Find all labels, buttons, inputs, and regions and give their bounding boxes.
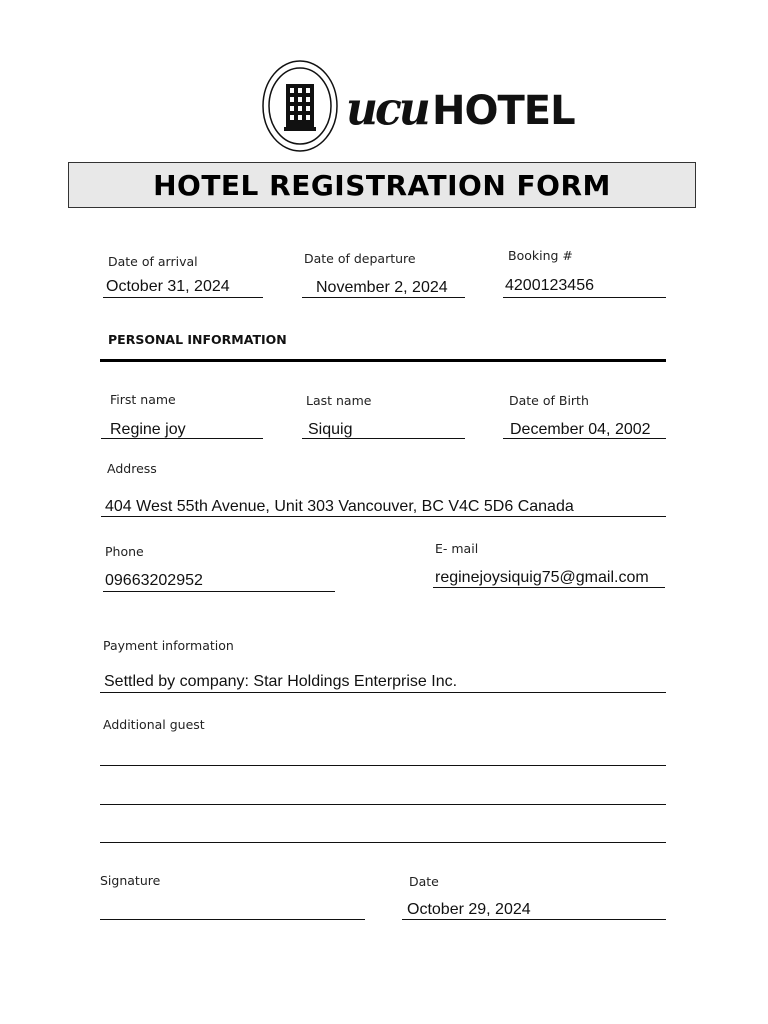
section-divider: [100, 359, 666, 362]
personal-info-heading: PERSONAL INFORMATION: [108, 332, 287, 347]
additional-guest-label: Additional guest: [103, 717, 205, 732]
brand-script-text: ucu: [346, 82, 428, 137]
address-label: Address: [107, 461, 157, 476]
payment-underline: [100, 692, 666, 693]
departure-field[interactable]: November 2, 2024: [316, 279, 448, 296]
brand-word: HOTEL: [432, 88, 575, 134]
additional-guest-line[interactable]: [100, 842, 666, 843]
first-name-label: First name: [110, 392, 176, 407]
hotel-building-icon: [262, 60, 338, 152]
signature-underline[interactable]: [100, 919, 365, 920]
email-label: E- mail: [435, 541, 479, 556]
first-name-underline: [101, 438, 263, 439]
dob-underline: [503, 438, 666, 439]
booking-number-label: Booking #: [508, 248, 573, 263]
additional-guest-line[interactable]: [100, 765, 666, 766]
form-title: HOTEL REGISTRATION FORM: [153, 168, 611, 202]
departure-label: Date of departure: [304, 251, 416, 266]
last-name-label: Last name: [306, 393, 372, 408]
phone-underline: [103, 591, 335, 592]
signature-label: Signature: [100, 873, 161, 888]
email-underline: [433, 587, 665, 588]
date-field[interactable]: October 29, 2024: [407, 901, 531, 918]
arrival-underline: [103, 297, 263, 298]
form-title-box: [68, 162, 696, 208]
dob-label: Date of Birth: [509, 393, 589, 408]
email-field[interactable]: reginejoysiquig75@gmail.com: [435, 569, 649, 586]
phone-field[interactable]: 09663202952: [105, 572, 203, 589]
date-underline: [402, 919, 666, 920]
hotel-logo: [262, 60, 338, 152]
phone-label: Phone: [105, 544, 144, 559]
booking-number-field[interactable]: 4200123456: [505, 277, 594, 294]
dob-field[interactable]: December 04, 2002: [510, 421, 651, 438]
booking-number-underline: [503, 297, 666, 298]
additional-guest-line[interactable]: [100, 804, 666, 805]
payment-field[interactable]: Settled by company: Star Holdings Enterprise Inc.: [104, 673, 458, 690]
first-name-field[interactable]: Regine joy: [110, 421, 186, 438]
last-name-underline: [302, 438, 465, 439]
arrival-label: Date of arrival: [108, 254, 198, 269]
departure-underline: [302, 297, 465, 298]
address-underline: [101, 516, 666, 517]
payment-label: Payment information: [103, 638, 234, 653]
last-name-field[interactable]: Siquig: [308, 421, 353, 438]
arrival-field[interactable]: October 31, 2024: [106, 278, 230, 295]
address-field[interactable]: 404 West 55th Avenue, Unit 303 Vancouver, BC V4C 5D6 Canada: [105, 498, 574, 515]
date-label: Date: [409, 874, 439, 889]
